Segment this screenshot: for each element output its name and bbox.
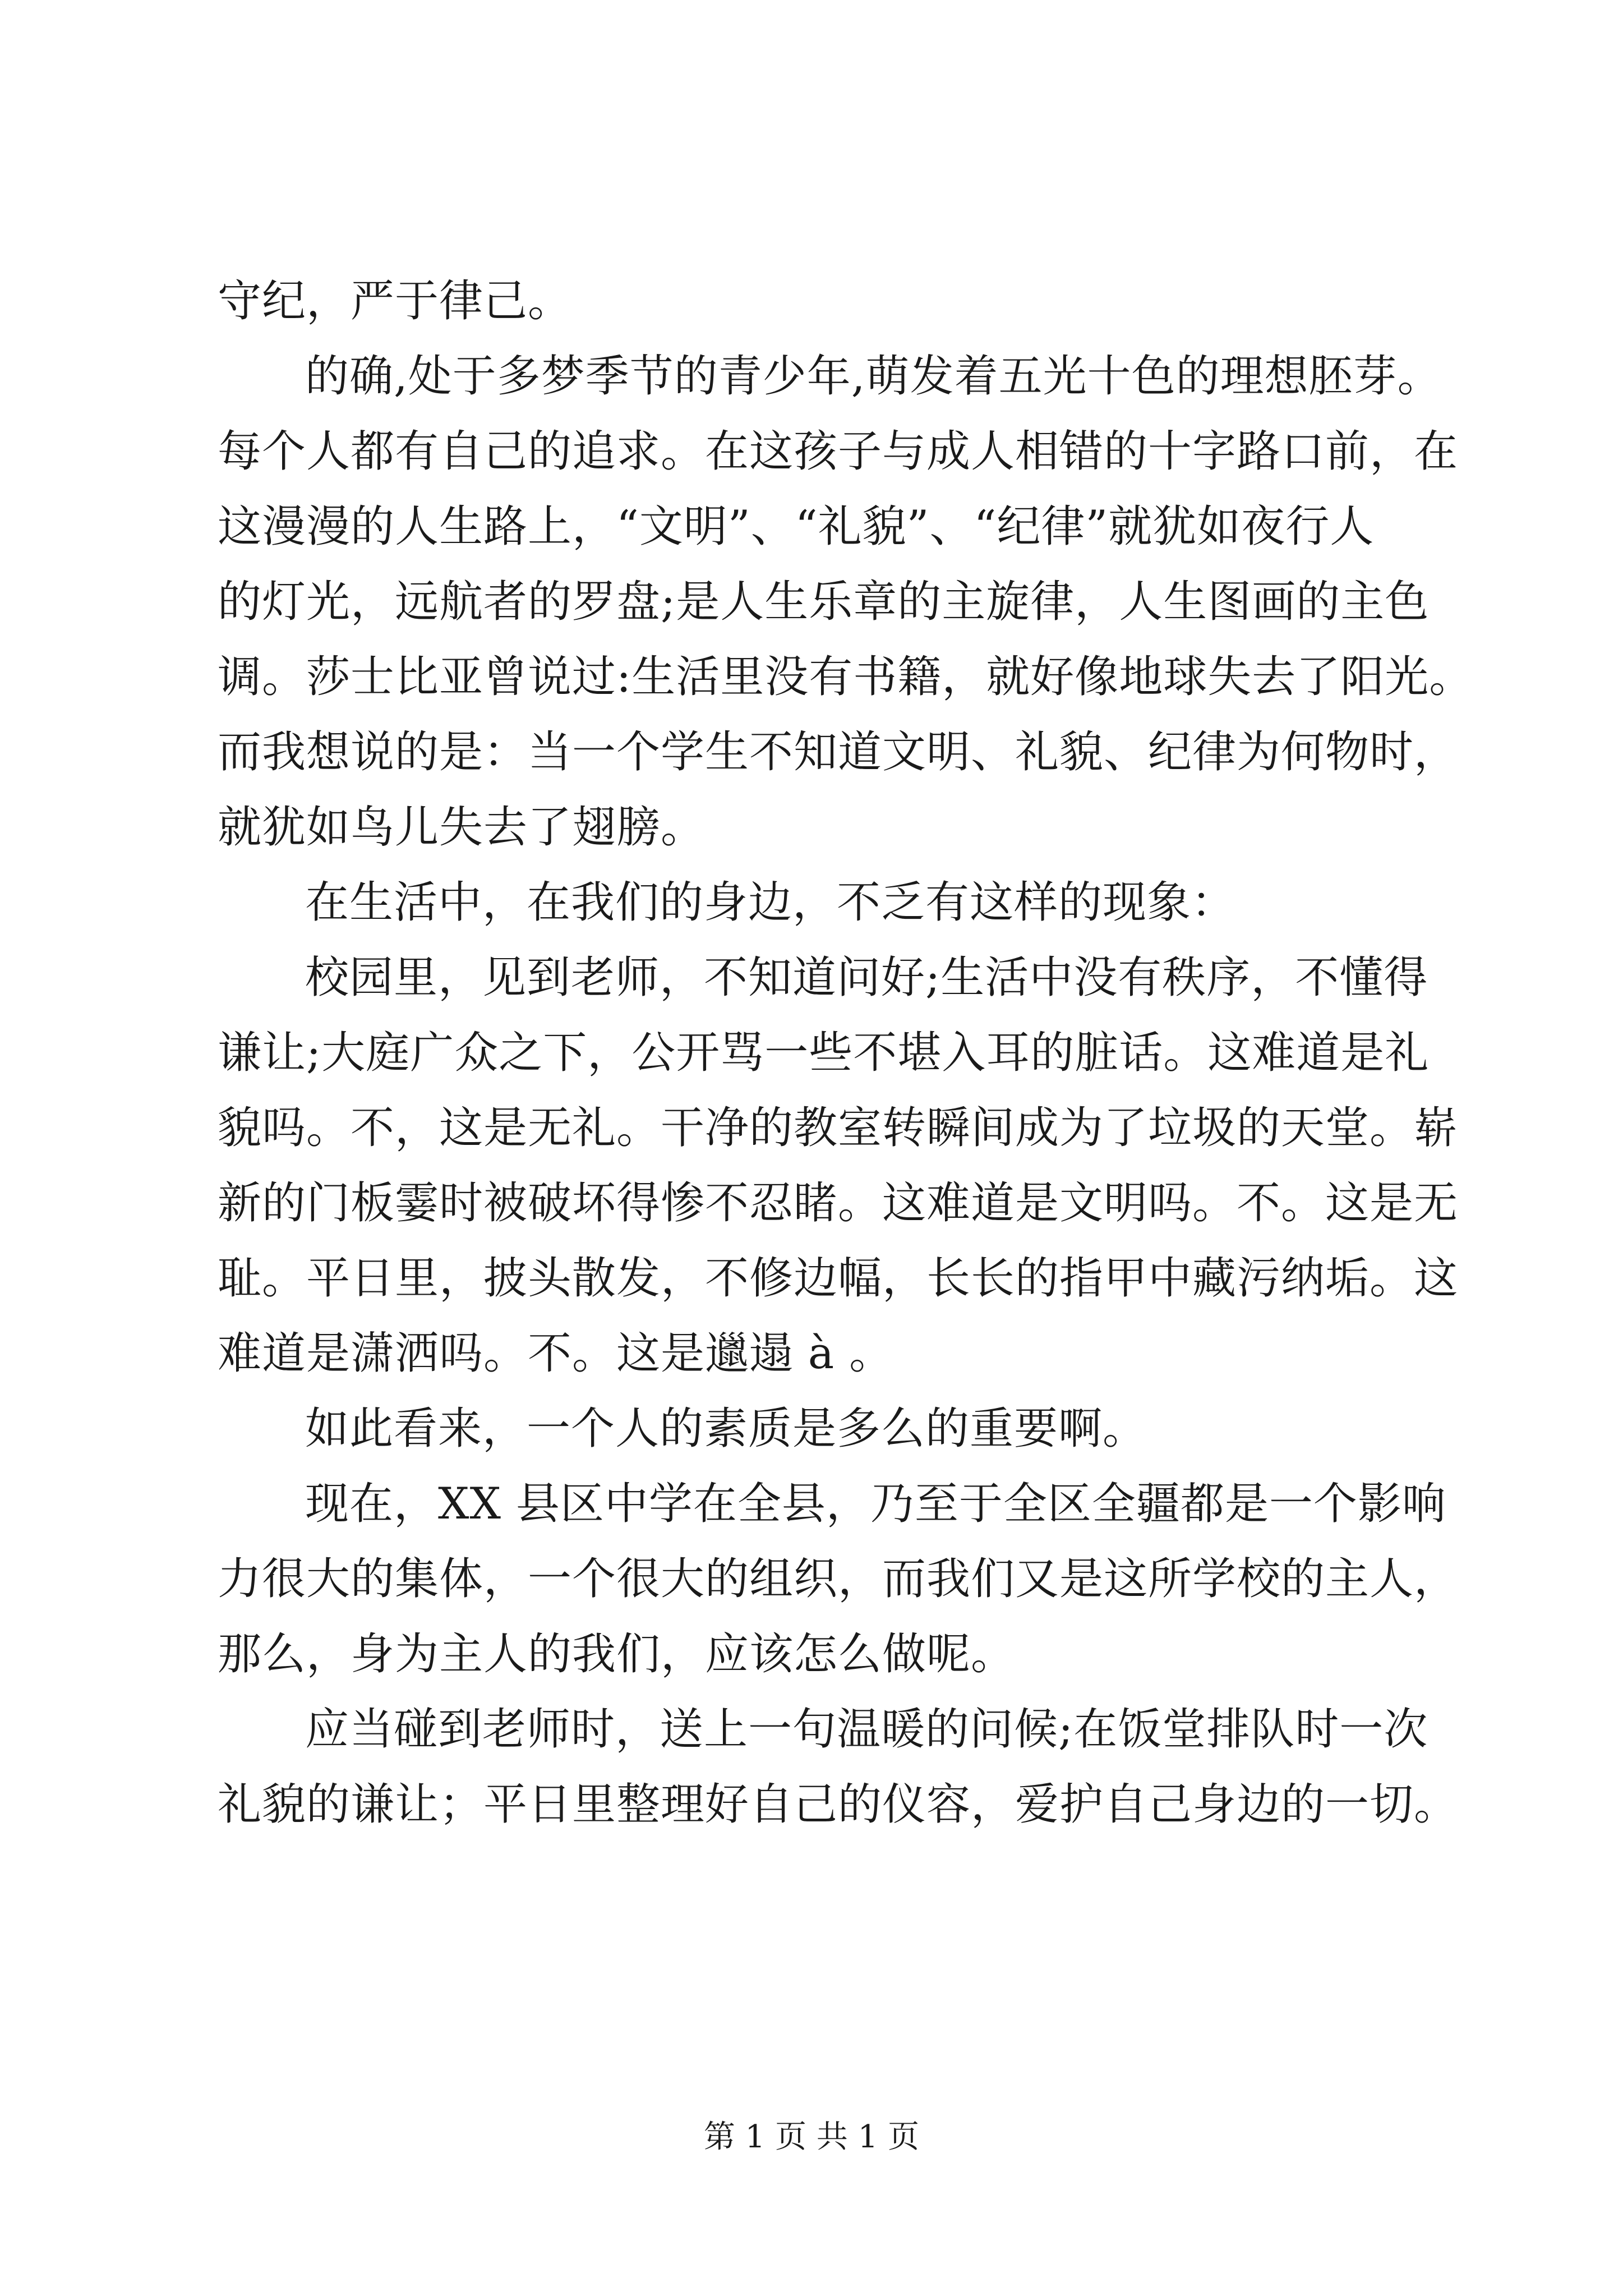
- text-line: 礼貌的谦让；平日里整理好自己的仪容，爱护自己身边的一切。: [218, 1779, 1459, 1830]
- text-line: 的确,处于多梦季节的青少年,萌发着五光十色的理想胚芽。: [305, 351, 1442, 402]
- text-line: 貌吗。不，这是无礼。干净的教室转瞬间成为了垃圾的天堂。崭: [218, 1103, 1459, 1153]
- text-line: 如此看来，一个人的素质是多么的重要啊。: [305, 1404, 1147, 1454]
- text-line: 守纪，严于律己。: [218, 276, 573, 326]
- text-line: 新的门板霎时被破坏得惨不忍睹。这难道是文明吗。不。这是无: [218, 1178, 1459, 1228]
- text-line: 调。莎士比亚曾说过:生活里没有书籍，就好像地球失去了阳光。: [218, 652, 1474, 702]
- text-line: 那么，身为主人的我们，应该怎么做呢。: [218, 1629, 1016, 1680]
- page-footer: [0, 2115, 1623, 2160]
- text-line: 这漫漫的人生路上，“文明”、“礼貌”、“纪律”就犹如夜行人: [218, 501, 1375, 552]
- text-line: 的灯光，远航者的罗盘;是人生乐章的主旋律，人生图画的主色: [218, 577, 1430, 627]
- text-line: 难道是潇洒吗。不。这是邋遢 à 。: [218, 1328, 894, 1379]
- text-line: 现在，XX 县区中学在全县，乃至于全区全疆都是一个影响: [305, 1479, 1446, 1529]
- text-line: 每个人都有自己的追求。在这孩子与成人相错的十字路口前，在: [218, 426, 1459, 477]
- text-line: 耻。平日里，披头散发，不修边幅，长长的指甲中藏污纳垢。这: [218, 1253, 1459, 1304]
- text-line: 在生活中，在我们的身边，不乏有这样的现象：: [305, 877, 1236, 928]
- text-line: 校园里，见到老师，不知道问好;生活中没有秩序，不懂得: [305, 953, 1428, 1003]
- document-body: [218, 264, 1474, 1842]
- text-line: 就犹如鸟儿失去了翅膀。: [218, 802, 706, 853]
- page-number-label: 第 1 页 共 1 页: [703, 2119, 920, 2155]
- text-line: 谦让;大庭广众之下，公开骂一些不堪入耳的脏话。这难道是礼: [218, 1028, 1430, 1078]
- text-line: 力很大的集体，一个很大的组织，而我们又是这所学校的主人，: [218, 1554, 1459, 1604]
- text-line: 应当碰到老师时，送上一句温暖的问候;在饭堂排队时一次: [305, 1704, 1428, 1755]
- text-line: 而我想说的是：当一个学生不知道文明、礼貌、纪律为何物时，: [218, 727, 1459, 777]
